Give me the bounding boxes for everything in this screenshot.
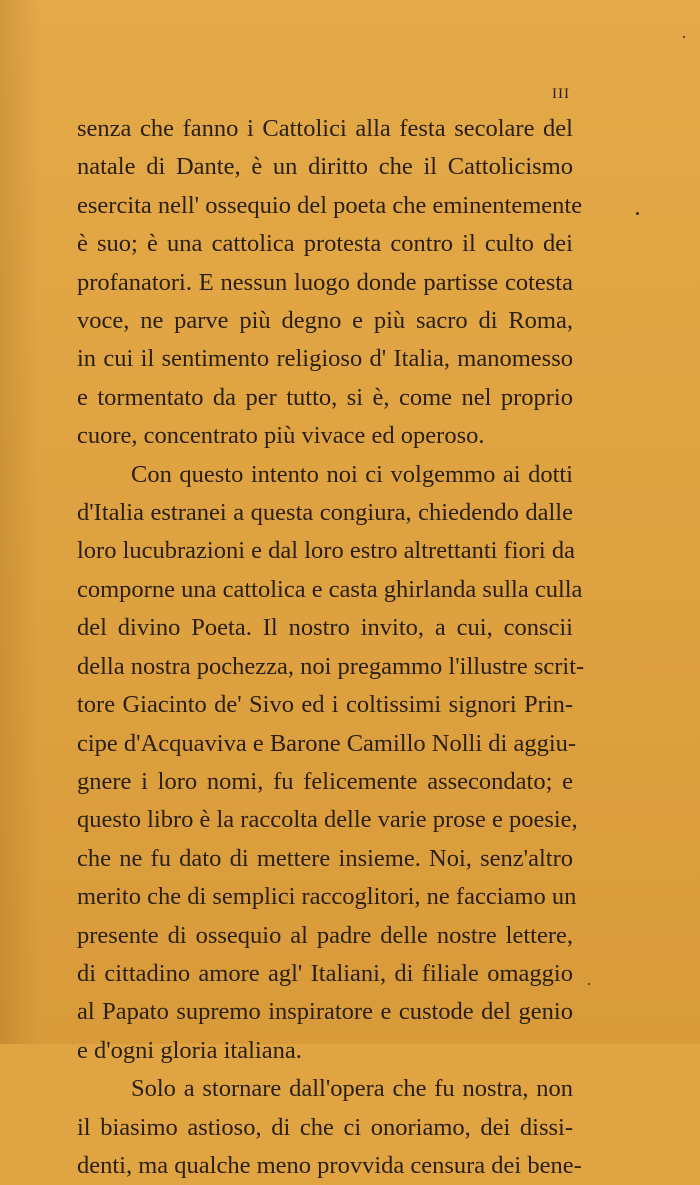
paragraph-1 [77,110,583,456]
text-line: comporne una cattolica e casta ghirlanda sulla culla [77,575,583,603]
page-number: III [552,86,570,102]
text-line: d'Italia estranei a questa congiura, chiedendo dalle [77,499,573,527]
text-line: voce, ne parve più degno e più sacro di Roma, [77,307,573,335]
text-line: del divino Poeta. Il nostro invito, a cui, conscii [77,614,573,642]
text-line: presente di ossequio al padre delle nostre lettere, [77,921,573,949]
text-line: Con questo intento noi ci volgemmo ai dotti [131,460,573,488]
text-line: loro lucubrazioni e dal loro estro altrettanti fiori da [77,537,575,565]
paragraph-2 [77,456,585,1071]
text-line: senza che fanno i Cattolici alla festa secolare del [77,115,573,142]
text-line: in cui il sentimento religioso d' Italia, manomesso [77,345,573,373]
paper-speck [683,36,685,38]
paper-speck [636,212,639,215]
text-line: al Papato supremo inspiratore e custode del genio [77,998,573,1026]
text-line: gnere i loro nomi, fu felicemente assecondato; e [77,767,573,795]
text-line: il biasimo astioso, di che ci onoriamo, dei dissi- [77,1113,573,1141]
text-line: e tormentato da per tutto, si è, come nel proprio [77,383,573,411]
text-line: denti, ma qualche meno provvida censura dei bene- [77,1151,582,1179]
text-line: cuore, concentrato più vivace ed operoso. [77,422,485,450]
text-line: e d'ogni gloria italiana. [77,1036,302,1064]
text-line: natale di Dante, è un diritto che il Cattolicismo [77,153,573,181]
text-line: che ne fu dato di mettere insieme. Noi, senz'altro [77,844,573,872]
text-line: tore Giacinto de' Sivo ed i coltissimi signori Prin- [77,691,573,719]
body-text [77,110,585,1185]
text-line: questo libro è la raccolta delle varie prose e poesie, [77,806,578,834]
text-line: profanatori. E nessun luogo donde partisse cotesta [77,268,573,296]
paper-speck [588,983,590,985]
text-line: cipe d'Acquaviva e Barone Camillo Nolli di aggiu- [77,729,577,757]
text-line: merito che di semplici raccoglitori, ne facciamo un [77,883,577,911]
text-line: esercita nell' ossequio del poeta che eminentemente [77,191,583,219]
text-line: di cittadino amore agl' Italiani, di filiale omaggio [77,959,573,987]
paragraph-3 [77,1070,582,1185]
text-line: della nostra pochezza, noi pregammo l'illustre scrit- [77,652,585,680]
text-line: Solo a stornare dall'opera che fu nostra, non [131,1075,573,1103]
text-line: è suo; è una cattolica protesta contro il culto dei [77,230,573,258]
